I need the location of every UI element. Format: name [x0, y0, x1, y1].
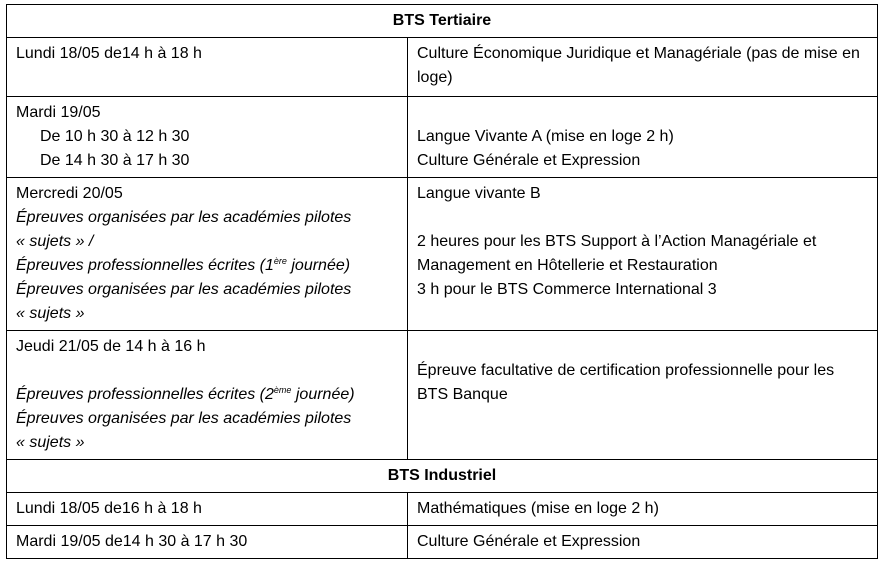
- note-line-4: Épreuves organisées par les académies pilotes: [16, 281, 352, 298]
- schedule-day-cell: [7, 38, 408, 97]
- schedule-day-cell: [7, 493, 408, 526]
- table-row: [7, 97, 878, 178]
- subject-label-1: Langue Vivante A (mise en loge 2 h): [417, 128, 674, 145]
- note-line-2: Épreuves organisées par les académies pilotes: [16, 410, 352, 427]
- note-line-5: « sujets »: [16, 305, 85, 322]
- ordinal-superscript: ème: [273, 385, 292, 395]
- schedule-day-cell: [7, 526, 408, 559]
- subject-label: Culture Générale et Expression: [417, 533, 641, 550]
- subject-label-2: 2 heures pour les BTS Support à l’Action Managériale et Management en Hôtellerie et Restauration: [417, 233, 817, 274]
- table-row: [7, 493, 878, 526]
- note-line-1: Épreuves organisées par les académies pilotes: [16, 209, 352, 226]
- day-label: Lundi 18/05 de16 h à 18 h: [16, 500, 202, 517]
- note-line-1: Épreuves professionnelles écrites (2ème journée): [16, 385, 355, 403]
- time-slot-2: De 14 h 30 à 17 h 30: [40, 152, 190, 169]
- day-label: Lundi 18/05 de14 h à 18 h: [16, 45, 202, 62]
- subject-label: Mathématiques (mise en loge 2 h): [417, 500, 659, 517]
- day-label: Mardi 19/05: [16, 104, 101, 121]
- section-header-industriel: [7, 460, 878, 493]
- subject-label: Épreuve facultative de certification professionnelle pour les BTS Banque: [417, 362, 835, 403]
- table-row: [7, 331, 878, 460]
- subject-cell: [408, 493, 878, 526]
- day-label: Mardi 19/05 de14 h 30 à 17 h 30: [16, 533, 248, 550]
- time-slot-1: De 10 h 30 à 12 h 30: [40, 128, 190, 145]
- note-line-3: Épreuves professionnelles écrites (1ère journée): [16, 256, 351, 274]
- exam-schedule-table: [6, 4, 878, 559]
- note-line-3: « sujets »: [16, 434, 85, 451]
- subject-cell: [408, 331, 878, 460]
- day-label: Mercredi 20/05: [16, 185, 123, 202]
- subject-cell: [408, 97, 878, 178]
- subject-label-3: 3 h pour le BTS Commerce International 3: [417, 281, 717, 298]
- schedule-day-cell: [7, 178, 408, 331]
- subject-label: Culture Économique Juridique et Managériale (pas de mise en loge): [417, 45, 860, 86]
- table-row: [7, 38, 878, 97]
- subject-cell: [408, 178, 878, 331]
- table-row: [7, 526, 878, 559]
- schedule-day-cell: [7, 97, 408, 178]
- section-title-industriel: BTS Industriel: [7, 460, 878, 493]
- section-title-tertiaire: BTS Tertiaire: [7, 5, 878, 38]
- subject-cell: [408, 526, 878, 559]
- subject-cell: [408, 38, 878, 97]
- schedule-day-cell: [7, 331, 408, 460]
- section-header-tertiaire: [7, 5, 878, 38]
- subject-label-2: Culture Générale et Expression: [417, 152, 641, 169]
- ordinal-superscript: ère: [273, 256, 287, 266]
- subject-label-1: Langue vivante B: [417, 185, 541, 202]
- note-line-2: « sujets » /: [16, 233, 94, 250]
- table-row: [7, 178, 878, 331]
- day-label: Jeudi 21/05 de 14 h à 16 h: [16, 338, 206, 355]
